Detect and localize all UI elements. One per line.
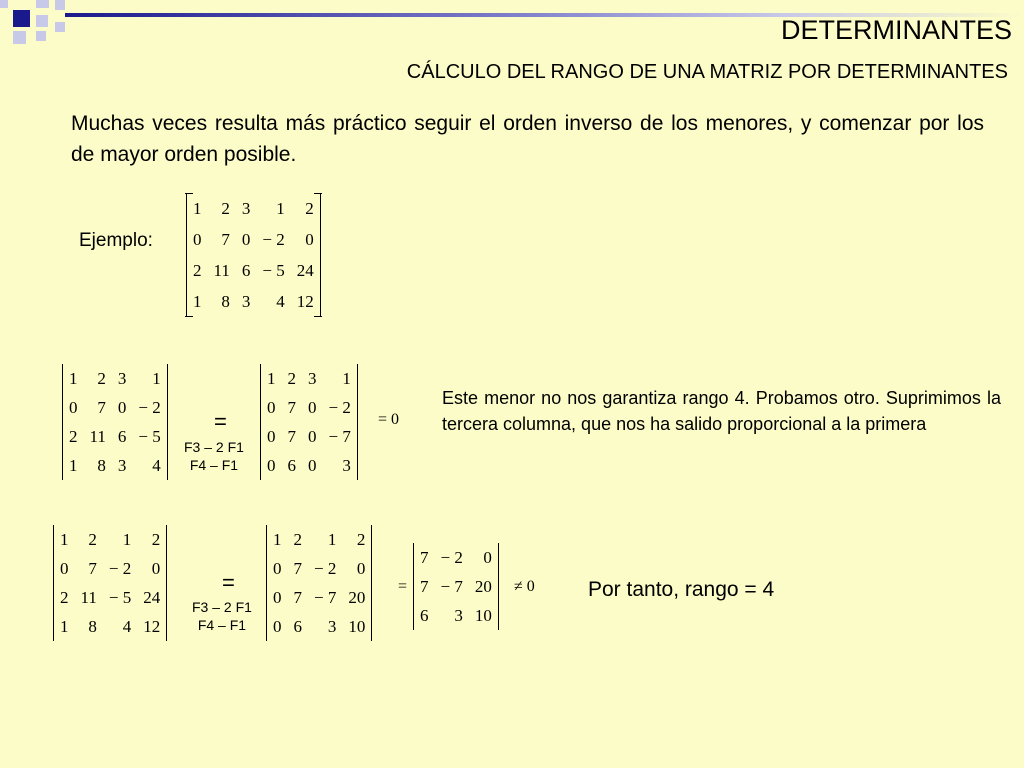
det1-result: = 0 bbox=[378, 411, 400, 428]
matrix-row bbox=[267, 525, 371, 554]
matrix-cell: 3 bbox=[308, 368, 317, 388]
matrix-row bbox=[261, 364, 357, 393]
matrix-cell: 0 bbox=[267, 426, 276, 446]
matrix-cell: − 7 bbox=[328, 426, 351, 446]
matrix-cell: 7 bbox=[221, 229, 230, 249]
matrix-row bbox=[54, 554, 166, 583]
example-matrix bbox=[186, 193, 321, 317]
decor-square-icon bbox=[55, 22, 65, 32]
matrix-cell: 1 bbox=[69, 455, 78, 475]
det3-prefix: = bbox=[398, 578, 408, 595]
matrix-cell: 3 bbox=[241, 291, 251, 311]
matrix-cell: 4 bbox=[122, 616, 132, 636]
matrix-cell: 8 bbox=[88, 616, 97, 636]
matrix-cell: − 2 bbox=[328, 397, 351, 417]
row-op-f4: F4 – F1 bbox=[197, 617, 247, 633]
matrix-cell: 0 bbox=[117, 397, 127, 417]
matrix-cell: 3 bbox=[241, 198, 251, 218]
matrix-cell: 6 bbox=[241, 260, 251, 280]
matrix-cell: 0 bbox=[308, 426, 317, 446]
matrix-cell: 3 bbox=[342, 455, 351, 475]
decor-square-icon bbox=[36, 31, 46, 41]
determinant-2-right bbox=[266, 525, 372, 641]
determinant-3 bbox=[413, 543, 499, 630]
matrix-cell: 3 bbox=[117, 455, 127, 475]
matrix-cell: 6 bbox=[420, 605, 429, 625]
matrix-cell: − 2 bbox=[138, 397, 161, 417]
matrix-cell: 7 bbox=[293, 587, 302, 607]
matrix-cell: 0 bbox=[241, 229, 251, 249]
matrix-cell: 2 bbox=[193, 260, 202, 280]
matrix-cell: 7 bbox=[287, 397, 296, 417]
matrix-row bbox=[187, 255, 320, 286]
matrix-cell: 2 bbox=[287, 368, 296, 388]
matrix-cell: 6 bbox=[287, 455, 296, 475]
matrix-cell: 11 bbox=[213, 260, 230, 280]
section-subtitle: CÁLCULO DEL RANGO DE UNA MATRIZ POR DETERMINANTES bbox=[406, 61, 1008, 83]
matrix-cell: − 2 bbox=[440, 547, 463, 567]
matrix-row bbox=[63, 422, 167, 451]
matrix-cell: 2 bbox=[69, 426, 78, 446]
matrix-cell: 0 bbox=[305, 229, 314, 249]
matrix-row bbox=[54, 525, 166, 554]
matrix-cell: 12 bbox=[296, 291, 314, 311]
matrix-cell: 1 bbox=[327, 529, 337, 549]
matrix-cell: 1 bbox=[60, 616, 69, 636]
matrix-cell: − 5 bbox=[262, 260, 285, 280]
decor-square-icon bbox=[36, 0, 49, 8]
matrix-cell: − 7 bbox=[314, 587, 337, 607]
determinant-1-right bbox=[260, 364, 358, 480]
matrix-cell: 1 bbox=[267, 368, 276, 388]
matrix-cell: 0 bbox=[308, 397, 317, 417]
matrix-cell: 7 bbox=[97, 397, 106, 417]
matrix-cell: 0 bbox=[60, 558, 69, 578]
matrix-cell: 1 bbox=[276, 198, 285, 218]
matrix-cell: 20 bbox=[474, 576, 492, 596]
matrix-cell: 0 bbox=[273, 558, 282, 578]
matrix-cell: 2 bbox=[151, 529, 161, 549]
matrix-cell: 0 bbox=[267, 397, 276, 417]
matrix-cell: 4 bbox=[276, 291, 285, 311]
matrix-cell: 1 bbox=[69, 368, 78, 388]
matrix-cell: 2 bbox=[356, 529, 366, 549]
matrix-row bbox=[414, 601, 498, 630]
matrix-cell: 2 bbox=[221, 198, 230, 218]
matrix-cell: 2 bbox=[60, 587, 69, 607]
matrix-cell: 10 bbox=[474, 605, 492, 625]
page-title: DETERMINANTES bbox=[780, 15, 1012, 45]
matrix-cell: 1 bbox=[273, 529, 282, 549]
matrix-cell: 0 bbox=[273, 616, 282, 636]
matrix-cell: 2 bbox=[97, 368, 106, 388]
matrix-cell: 8 bbox=[221, 291, 230, 311]
matrix-cell: 8 bbox=[97, 455, 106, 475]
matrix-cell: − 2 bbox=[314, 558, 337, 578]
equals-sign: = bbox=[222, 570, 235, 595]
example-label: Ejemplo: bbox=[79, 230, 153, 251]
matrix-cell: 0 bbox=[193, 229, 202, 249]
matrix-cell: 3 bbox=[454, 605, 463, 625]
matrix-cell: 0 bbox=[483, 547, 492, 567]
matrix-cell: − 2 bbox=[108, 558, 132, 578]
matrix-cell: 0 bbox=[308, 455, 317, 475]
matrix-cell: 7 bbox=[420, 576, 429, 596]
matrix-row bbox=[54, 583, 166, 612]
matrix-cell: 11 bbox=[80, 587, 97, 607]
matrix-cell: 7 bbox=[88, 558, 97, 578]
decor-square-icon bbox=[36, 15, 48, 27]
row-op-f3: F3 – 2 F1 bbox=[184, 439, 244, 455]
matrix-cell: 0 bbox=[273, 587, 282, 607]
matrix-cell: 0 bbox=[151, 558, 161, 578]
matrix-cell: 24 bbox=[143, 587, 161, 607]
decor-square-icon bbox=[13, 10, 30, 27]
matrix-cell: − 7 bbox=[440, 576, 463, 596]
matrix-row bbox=[414, 543, 498, 572]
matrix-row bbox=[54, 612, 166, 641]
matrix-cell: 1 bbox=[152, 368, 161, 388]
matrix-cell: 7 bbox=[287, 426, 296, 446]
det3-result: ≠ 0 bbox=[514, 578, 535, 595]
matrix-cell: 11 bbox=[89, 426, 106, 446]
matrix-row bbox=[187, 224, 320, 255]
matrix-cell: 0 bbox=[356, 558, 366, 578]
row-op-f3: F3 – 2 F1 bbox=[192, 599, 252, 615]
decor-square-icon bbox=[0, 0, 8, 8]
matrix-cell: 20 bbox=[348, 587, 366, 607]
matrix-cell: 0 bbox=[69, 397, 78, 417]
matrix-cell: 7 bbox=[420, 547, 429, 567]
matrix-cell: 24 bbox=[296, 260, 314, 280]
matrix-cell: 7 bbox=[293, 558, 302, 578]
matrix-cell: − 5 bbox=[108, 587, 132, 607]
note-text: Este menor no nos garantiza rango 4. Probamos otro. Suprimimos la tercera columna, que nos ha salido proporcional a la primera bbox=[442, 388, 1001, 434]
matrix-row bbox=[63, 393, 167, 422]
matrix-row bbox=[267, 554, 371, 583]
matrix-row bbox=[261, 393, 357, 422]
determinant-2-left bbox=[53, 525, 167, 641]
matrix-cell: 1 bbox=[122, 529, 132, 549]
matrix-cell: 6 bbox=[117, 426, 127, 446]
matrix-cell: 2 bbox=[305, 198, 314, 218]
row-operations bbox=[192, 598, 252, 634]
matrix-cell: 1 bbox=[193, 291, 202, 311]
matrix-row bbox=[267, 583, 371, 612]
matrix-row bbox=[261, 422, 357, 451]
matrix-row bbox=[63, 451, 167, 480]
matrix-cell: 1 bbox=[193, 198, 202, 218]
matrix-cell: 3 bbox=[327, 616, 337, 636]
decor-square-icon bbox=[55, 0, 65, 10]
matrix-cell: 1 bbox=[342, 368, 351, 388]
matrix-cell: 12 bbox=[143, 616, 161, 636]
matrix-row bbox=[63, 364, 167, 393]
intro-paragraph: Muchas veces resulta más práctico seguir el orden inverso de los menores, y comenzar por los de mayor orden posible. bbox=[71, 112, 984, 166]
matrix-cell: − 5 bbox=[138, 426, 161, 446]
matrix-cell: 2 bbox=[293, 529, 302, 549]
matrix-cell: 0 bbox=[267, 455, 276, 475]
matrix-cell: 3 bbox=[117, 368, 127, 388]
matrix-cell: 10 bbox=[348, 616, 366, 636]
matrix-cell: 6 bbox=[293, 616, 302, 636]
matrix-cell: 2 bbox=[88, 529, 97, 549]
matrix-row bbox=[414, 572, 498, 601]
determinant-1-left bbox=[62, 364, 168, 480]
decor-square-icon bbox=[13, 31, 26, 44]
row-op-f4: F4 – F1 bbox=[189, 457, 239, 473]
matrix-row bbox=[187, 193, 320, 224]
matrix-cell: − 2 bbox=[262, 229, 285, 249]
matrix-row bbox=[187, 286, 320, 317]
matrix-row bbox=[267, 612, 371, 641]
matrix-cell: 1 bbox=[60, 529, 69, 549]
equals-sign: = bbox=[214, 409, 227, 434]
matrix-row bbox=[261, 451, 357, 480]
conclusion-text: Por tanto, rango = 4 bbox=[588, 578, 775, 601]
row-operations bbox=[184, 438, 244, 474]
matrix-cell: 4 bbox=[152, 455, 161, 475]
